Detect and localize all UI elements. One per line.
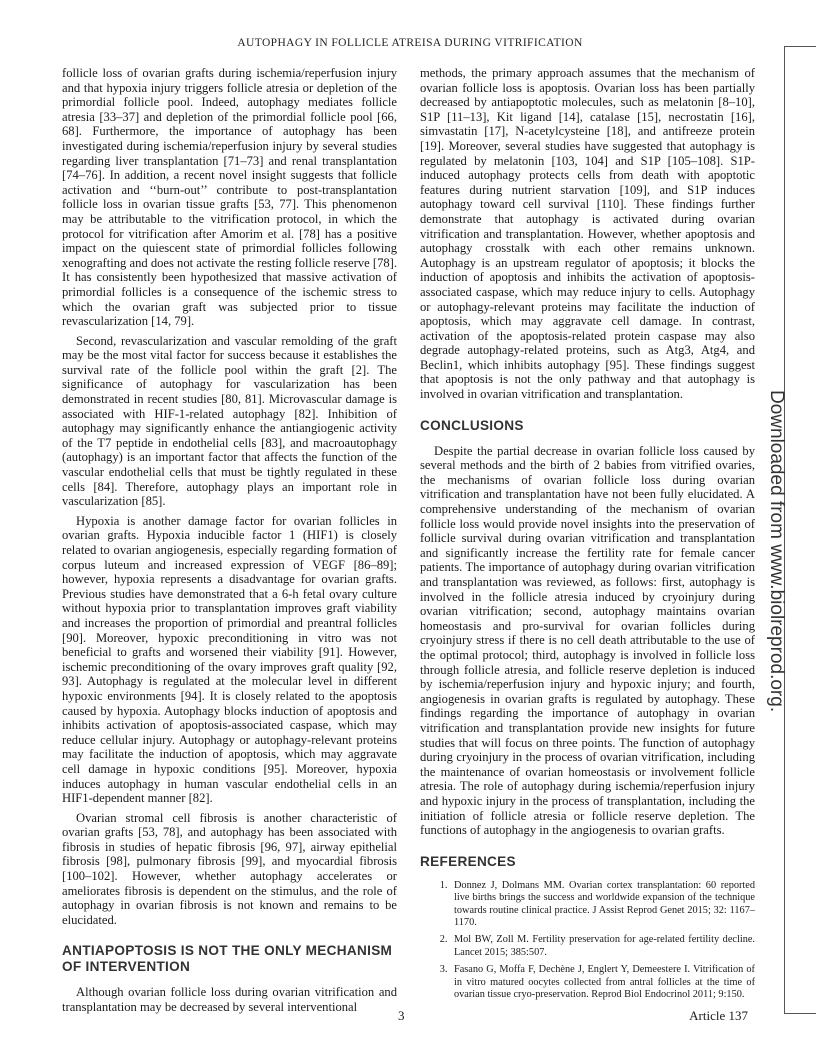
section-heading-conclusions: CONCLUSIONS — [420, 417, 524, 433]
left-column — [62, 66, 397, 1015]
body-paragraph: Ovarian stromal cell fibrosis is another characteristic of ovarian grafts [53, 78], and autophagy has been associated with fibrosis in studies of hepatic fibrosis [96, 97], airway epithelial fibrosis [98], pulmonary fibrosis [99], and myocardial fibrosis [100–102]. However, whether autophagy accelerates or ameliorates fibrosis is dependent on the stimulus, and the role of autophagy in ovarian fibrosis is not known and remains to be elucidated. — [62, 810, 397, 927]
reference-item: 2. Mol BW, Zoll M. Fertility preservation for age-related fertility decline. Lancet 2015; 385:507. — [450, 934, 755, 959]
running-head: AUTOPHAGY IN FOLLICLE ATREISA DURING VITRIFICATION — [237, 37, 583, 49]
body-paragraph: Despite the partial decrease in ovarian follicle loss caused by several methods and the birth of 2 babies from vitrified ovaries, the mechanisms of ovarian follicle loss during ovarian vitrification and transplantation have not been fully elucidated. A comprehensive understanding of the mechanism of ovarian follicle loss would provide novel insights into the preservation of follicle survival during ovarian vitrification and transplantation and significantly increase the fertility rate for female cancer patients. The importance of autophagy during ovarian vitrification and transplantation was reviewed, as follows: first, autophagy is involved in the follicle atresia induced by cryoinjury during ovarian vitrification; second, autophagy maintains ovarian homeostasis and pro-survival for ovarian follicles during cryoinjury stress if there is no cell death attributable to the use of the optimal protocol; third, autophagy is involved in follicle loss through follicle atresia, and follicle reserve depletion is induced by ischemia/reperfusion injury and hypoxic injury; and fourth, angiogenesis in ovarian grafts is regulated by autophagy. These findings regarding the importance of autophagy in ovarian vitrification and transplantation provide new insights for future studies that will focus on three points. The function of autophagy during cryoinjury in the process of ovarian vitrification, including the maintenance of ovarian homeostasis or involvement follicle atresia. The role of autophagy during ischemia/reperfusion injury and hypoxic injury in the process of transplantation, including the initiation of follicle atresia or follicle reserve depletion. The functions of autophagy in the angiogenesis to ovarian grafts. — [420, 443, 755, 838]
body-paragraph: methods, the primary approach assumes that the mechanism of ovarian follicle loss is apoptosis. Ovarian loss has been partially decreased by antiapoptotic molecules, such as melatonin [8–10], S1P [11–13], Kit ligand [14], catalase [15], necrostatin [16], simvastatin [17], N-acetylcysteine [18], and antifreeze protein [19]. Moreover, several studies have suggested that autophagy is regulated by melatonin [103, 104] and S1P [105–108]. S1P-induced autophagy protects cells from death with apoptotic features during nutrient starvation [109], and S1P induces autophagy toward cell survival [110]. These findings further demonstrate that autophagy is activated during ovarian vitrification and transplantation. However, whether apoptosis and autophagy crosstalk with each other remains unknown. Autophagy is an upstream regulator of apoptosis; it blocks the induction of apoptosis and inhibits the activation of apoptosis-associated caspase, which may reduce injury to cells. Autophagy or autophagy-relevant proteins may facilitate the induction of apoptosis, which may aggravate cell damage. In contrast, activation of the apoptosis-related protein caspase may also degrade autophagy-related proteins, such as Atg3, Atg4, and Beclin1, which inhibits autophagy [95]. These findings suggest that apoptosis is not the only pathway and that autophagy is involved in ovarian vitrification and transplantation. — [420, 66, 755, 402]
download-sidebar — [784, 46, 816, 1014]
right-column — [420, 66, 755, 1006]
article-number: Article 137 — [689, 1008, 748, 1023]
reference-list — [420, 880, 755, 1002]
reference-item: 1. Donnez J, Dolmans MM. Ovarian cortex transplantation: 60 reported live births brings the success and worldwide expansion of the technique towards routine clinical practice. J Assist Reprod Genet 2015; 32: 1167–1170. — [450, 880, 755, 930]
reference-item: 3. Fasano G, Moffa F, Dechène J, Englert Y, Demeestere I. Vitrification of in vitro matured oocytes collected from antral follicles at the time of ovarian tissue cryo-preservation. Reprod Biol Endocrinol 2011; 9:150. — [450, 964, 755, 1001]
page-number: 3 — [398, 1008, 405, 1023]
body-paragraph: Although ovarian follicle loss during ovarian vitrification and transplantation may be decreased by several interventional — [62, 985, 397, 1015]
section-heading-antiapoptosis: ANTIAPOPTOSIS IS NOT THE ONLY MECHANISM OF INTERVENTION — [62, 943, 393, 975]
body-paragraph: follicle loss of ovarian grafts during ischemia/reperfusion injury and that hypoxia injury triggers follicle atresia or depletion of the primordial follicle pool. Indeed, autophagy mediates follicle atresia [33–37] and depletion of the primordial follicle pool [66, 68]. Furthermore, the importance of autophagy has been investigated during ischemia/reperfusion injury by several studies regarding liver transplantation [71–73] and renal transplantation [74–76]. In addition, a recent novel insight suggests that follicle activation and ‘‘burn-out’’ contribute to post-transplantation follicle loss in ovarian tissue grafts [53, 77]. This phenomenon may be attributable to the vitrification protocol, in which the protocol for vitrification after Amorim et al. [78] has a positive impact on the quiescent state of primordial follicles following xenografting and does not activate the resting follicle reserve [78]. It has consistently been hypothesized that massive activation of primordial follicles is a consequence of the ischemic stress to which the ovarian graft was subjected prior to tissue revascularization [14, 79]. — [62, 66, 398, 329]
body-paragraph: Second, revascularization and vascular remolding of the graft may be the most vital factor for success because it establishes the survival rate of the follicle pool within the graft [2]. The significance of autophagy for vascularization has been demonstrated in recent studies [80, 81]. Microvascular damage is associated with HIF-1-related autophagy [82]. Inhibition of autophagy may significantly enhance the antiangiogenic activity of the T7 peptide in endothelial cells [83], and macroautophagy (autophagy) is an important factor that affects the function of the vascular endothelial cells that must be tightly regulated in these cells [84]. Therefore, autophagy plays an important role in vascularization [85]. — [62, 333, 397, 509]
body-paragraph: Hypoxia is another damage factor for ovarian follicles in ovarian grafts. Hypoxia inducible factor 1 (HIF1) is closely related to ovarian angiogenesis, especially regarding formation of corpus luteum and increased expression of VEGF [86–89]; however, hypoxia represents a disadvantage for ovarian grafts. Previous studies have demonstrated that a 6-h fetal ovary culture without hypoxia prior to transplantation improves graft viability and increases the proportion of primordial and preantral follicles [90]. Moreover, hypoxic preconditioning in vitro was not beneficial to grafts and worsened their viability [91]. However, ischemic preconditioning of the ovary improves graft quality [92, 93]. Autophagy is regulated at the molecular level in different hypoxic environments [94]. It is closely related to the apoptosis caused by hypoxia. Autophagy blocks induction of apoptosis and inhibits activation of apoptosis-associated caspase, which may reduce cellular injury. Autophagy or autophagy-relevant proteins may facilitate the induction of apoptosis, which may aggravate cell damage in hypoxic conditions [95]. Moreover, hypoxia induces autophagy in human vascular endothelial cells in an HIF1-dependent manner [82]. — [62, 513, 397, 806]
download-notice: Downloaded from www.biolreprod.org. — [766, 390, 787, 713]
section-heading-references: REFERENCES — [420, 853, 516, 869]
